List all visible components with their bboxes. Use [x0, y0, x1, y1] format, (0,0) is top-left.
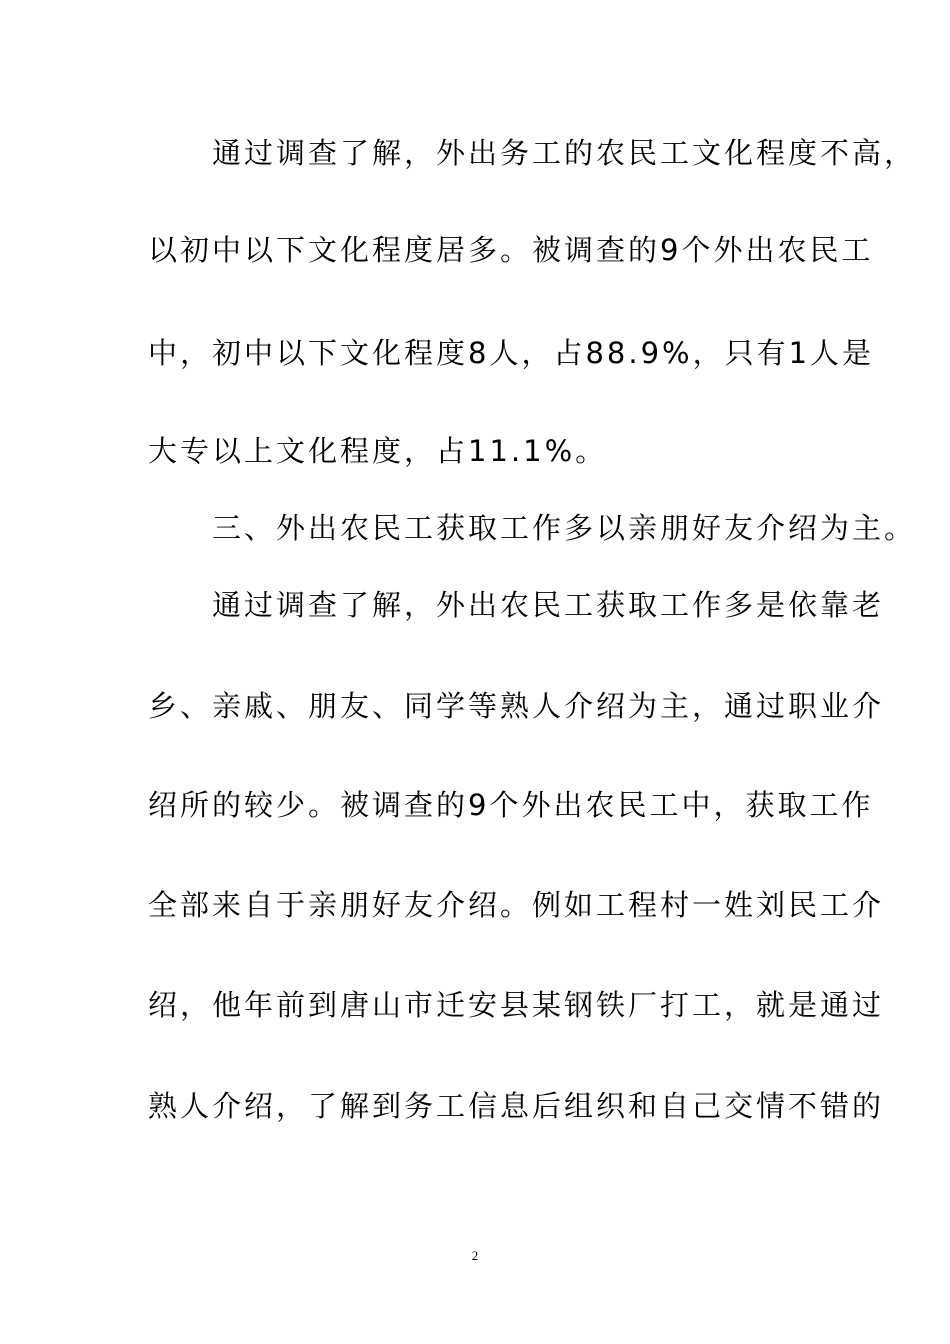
text-line: 通过调查了解，外出务工的农民工文化程度不高，	[148, 136, 917, 170]
text-line: 绍所的较少。被调查的9个外出农民工中，获取工作	[148, 788, 874, 822]
text-line: 乡、亲戚、朋友、同学等熟人介绍为主，通过职业介	[148, 689, 885, 723]
section-heading: 三、外出农民工获取工作多以亲朋好友介绍为主。	[148, 511, 917, 545]
text-line: 绍，他年前到唐山市迁安县某钢铁厂打工，就是通过	[148, 988, 885, 1022]
text-line: 中，初中以下文化程度8人，占88.9%，只有1人是	[148, 336, 875, 370]
text-line: 以初中以下文化程度居多。被调查的9个外出农民工	[148, 233, 874, 267]
text-line: 熟人介绍，了解到务工信息后组织和自己交情不错的	[148, 1089, 885, 1123]
page-number: 2	[471, 1248, 479, 1263]
text-line: 大专以上文化程度，占11.1%。	[148, 434, 608, 468]
text-line: 通过调查了解，外出农民工获取工作多是依靠老	[148, 588, 885, 622]
text-line: 全部来自于亲朋好友介绍。例如工程村一姓刘民工介	[148, 888, 885, 922]
